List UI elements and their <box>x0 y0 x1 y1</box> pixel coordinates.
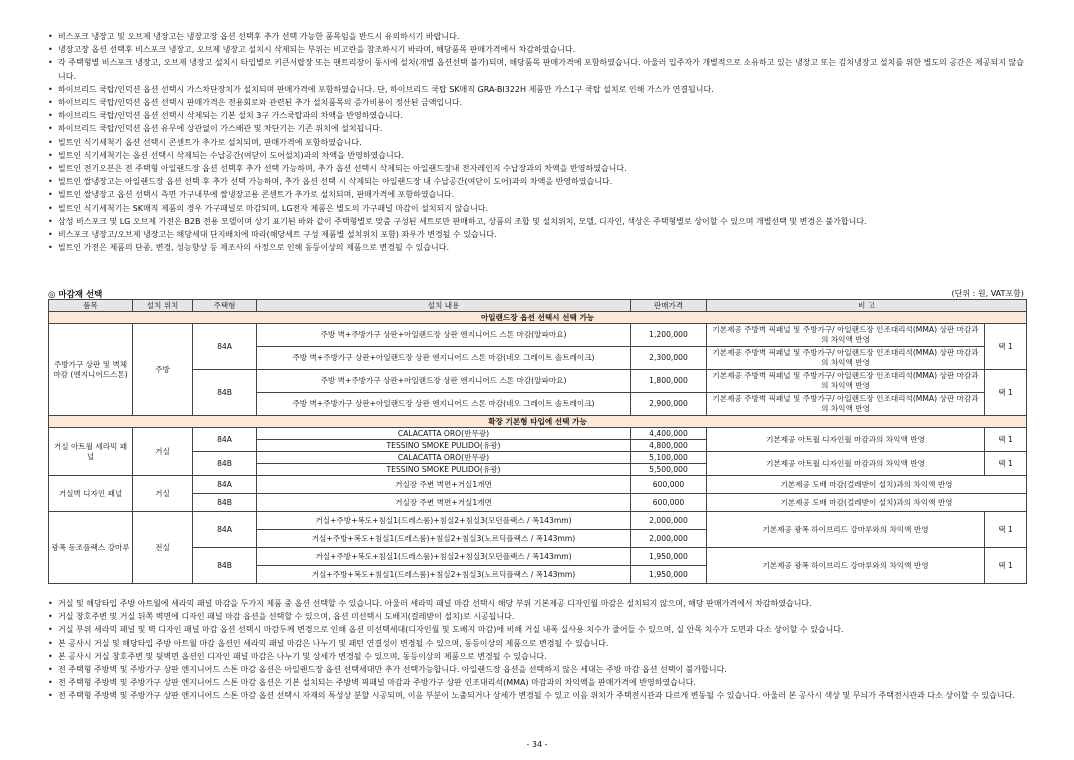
note-item: • 각 주택형별 비스포크 냉장고, 오브제 냉장고 설치시 타입별로 키큰서랍장 또는 팬트리장이 동시에 설치(개별 옵션선택 불가)되며, 해당품목 판매가격에 포함하였습니다. 아울러 입주자가 개별적으로 소유하고 있는 냉장고 또는 김치냉장고 설치를 위한 별도의 공간은 제공되지 않습니다. <box>48 56 1028 82</box>
note-item: • 거실 부위 세라믹 패널 및 벽 디자인 패널 마감 옵션 선택시 마감두께 변경으로 인해 옵션 미선택세대(디자인월 및 도배지 마감)에 비해 거실 내폭 실사용 치수가 줄어들 수 있으며, 실 안목 치수가 도면과 다소 상이할 수 있습니다. <box>48 623 1028 636</box>
price-cell: 1,800,000 <box>631 370 707 393</box>
note-item: • 하이브리드 쿡탑/인덕션 옵션 유무에 상관없이 가스배관 및 차단기는 기존 위치에 설치됩니다. <box>48 122 1028 135</box>
select-cell: 택 1 <box>985 370 1027 416</box>
note-item: • 빌트인 쌀냉장고는 아일랜드장 옵션 선택 후 추가 선택 가능하며, 추가 옵션 선택 시 삭제되는 아일랜드장 내 수납공간(여닫이 도어)과의 차액을 반영하였습니다. <box>48 175 1028 188</box>
price-cell: 1,950,000 <box>631 548 707 566</box>
table-row <box>49 512 1027 530</box>
note-item: • 빌트인 가전은 제품의 단종, 변경, 성능향상 등 제조사의 사정으로 인해 동등이상의 제품으로 변경될 수 있습니다. <box>48 241 1028 254</box>
note-cell: 기본제공 도배 마감(걸레받이 설치)과의 차익액 반영 <box>707 476 1027 494</box>
location-cell: 주방 <box>133 324 193 416</box>
note-cell: 기본제공 도배 마감(걸레받이 설치)과의 차익액 반영 <box>707 494 1027 512</box>
note-item: • 빌트인 쌀냉장고 옵션 선택시 측면 가구내부에 쌀냉장고용 콘센트가 추가로 설치되며, 판매가격에 포함하였습니다. <box>48 188 1028 201</box>
location-cell: 거실 <box>133 476 193 512</box>
content-cell: TESSINO SMOKE PULIDO(유광) <box>257 464 631 476</box>
options-table <box>48 299 1027 584</box>
type-cell: 84A <box>193 512 257 548</box>
content-cell: 거실장 주변 벽면+거실1개면 <box>257 494 631 512</box>
table-row <box>49 428 1027 440</box>
price-cell: 2,000,000 <box>631 530 707 548</box>
table-row <box>49 494 1027 512</box>
note-item: • 비스포크 냉장고 및 오브제 냉장고는 냉장고장 옵션 선택후 추가 선택 가능한 품목임을 반드시 유의하시기 바랍니다. <box>48 30 1028 43</box>
note-item: • 거실 창호주변 및 거실 뒤쪽 벽면에 디자인 패널 마감 옵션을 선택할 수 있으며, 옵션 미선택시 도배지(걸레받이 설치)로 시공됩니다. <box>48 610 1028 623</box>
item-cell: 거실벽 디자인 패널 <box>49 476 133 512</box>
location-cell: 전실 <box>133 512 193 584</box>
note-cell: 기본제공 아트월 디자인월 마감과의 차익액 반영 <box>707 452 985 476</box>
note-cell: 기본제공 주방벽 픽패널 및 주방가구/ 아일랜드장 인조대리석(MMA) 상판 마감과의 차익액 반영 <box>707 324 985 347</box>
location-cell: 거실 <box>133 428 193 476</box>
item-cell: 광폭 동조플랙스 강마루 <box>49 512 133 584</box>
type-cell: 84A <box>193 428 257 452</box>
content-cell: 주방 벽+주방가구 상판+아일랜드장 상판 엔지니어드 스톤 마감(네오 그레이트 솔트레이크) <box>257 393 631 416</box>
note-item: • 빌트인 식기세척기는 SK매직 제품의 경우 가구패널로 마감되며, LG전자 제품은 별도의 가구패널 마감이 설치되지 않습니다. <box>48 202 1028 215</box>
item-cell: 거실 아트월 세라믹 패널 <box>49 428 133 476</box>
price-cell: 2,300,000 <box>631 347 707 370</box>
price-cell: 600,000 <box>631 494 707 512</box>
note-cell: 기본제공 주방벽 픽패널 및 주방가구/ 아일랜드장 인조대리석(MMA) 상판 마감과의 차익액 반영 <box>707 393 985 416</box>
note-item: • 본 공사시 거실 창호주변 및 뒷벽면 옵션인 디자인 패널 마감은 나누기 및 상세가 변경될 수 있으며, 동등이상의 제품으로 변경될 수 있습니다. <box>48 650 1028 663</box>
note-item: • 전 주택형 주방벽 및 주방가구 상판 엔지니어드 스톤 마감 옵션은 기본 설치되는 주방벽 픽패널 마감과 주방가구 상판 인조대리석(MMA) 마감과의 차익액을 판매가격에 반영하였습니다. <box>48 676 1028 689</box>
content-cell: 주방 벽+주방가구 상판+아일랜드장 상판 엔지니어드 스톤 마감(알파마요) <box>257 370 631 393</box>
note-item: • 빌트인 식기세척기 옵션 선택시 콘센트가 추가로 설치되며, 판매가격에 포함하였습니다. <box>48 136 1028 149</box>
note-item: • 빌트인 전기오븐은 전 주택형 아일랜드장 옵션 선택후 추가 선택 가능하며, 추가 옵션 선택시 삭제되는 아일랜드장내 전자레인지 수납장과의 차액을 반영하였습니다. <box>48 162 1028 175</box>
band-row <box>49 416 1027 428</box>
header-item: 품목 <box>49 300 133 312</box>
price-cell: 1,950,000 <box>631 566 707 584</box>
type-cell: 84B <box>193 548 257 584</box>
content-cell: 주방 벽+주방가구 상판+아일랜드장 상판 엔지니어드 스톤 마감(네오 그레이트 솔트레이크) <box>257 347 631 370</box>
content-cell: 거실장 주변 벽면+거실1개면 <box>257 476 631 494</box>
header-price: 판매가격 <box>631 300 707 312</box>
content-cell: 거실+주방+복도+침실1(드레스룸)+침실2+침실3(노르딕플랙스 / 폭143mm) <box>257 530 631 548</box>
note-cell: 기본제공 광폭 하이브리드 강마루와의 차익액 반영 <box>707 512 985 548</box>
top-notes-list <box>48 30 1028 254</box>
note-item: • 거실 및 해당타입 주방 아트월에 세라믹 패널 마감을 두가지 제품 중 옵션 선택할 수 있습니다. 아울러 세라믹 패널 마감 선택시 해당 부위 기본제공 디자인월 마감은 설치되지 않으며, 해당 판매가격에서 차감하였습니다. <box>48 597 1028 610</box>
table-row <box>49 324 1027 347</box>
note-item: • 삼성 비스포크 및 LG 오브제 가전은 B2B 전용 모델이며 상기 표기된 바와 같이 주택형별로 맞춤 구성된 세트로만 판매하고, 상품의 조합 및 설치위치, 모델, 디자인, 색상은 주택형별로 상이할 수 있으며 개별선택 및 변경은 불가합니다. <box>48 215 1028 228</box>
page-number: - 34 - <box>526 740 548 749</box>
content-cell: TESSINO SMOKE PULIDO(유광) <box>257 440 631 452</box>
table-row <box>49 548 1027 566</box>
price-cell: 5,500,000 <box>631 464 707 476</box>
note-cell: 기본제공 아트월 디자인월 마감과의 차익액 반영 <box>707 428 985 452</box>
price-cell: 2,000,000 <box>631 512 707 530</box>
note-item: • 하이브리드 쿡탑/인덕션 옵션 선택시 삭제되는 기본 설치 3구 가스쿡탑과의 차액을 반영하였습니다. <box>48 109 1028 122</box>
note-item: • 본 공사시 거실 및 해당타입 주방 아트월 마감 옵션인 세라믹 패널 마감은 나누기 및 패턴 연결성이 변경될 수 있으며, 동등이상의 제품으로 변경될 수 있습니다. <box>48 637 1028 650</box>
note-item: • 빌트인 식기세척기는 옵션 선택시 삭제되는 수납공간(여닫이 도어설치)과의 차액을 반영하였습니다. <box>48 149 1028 162</box>
band-label: 확장 기본형 타입에 선택 가능 <box>49 416 1027 428</box>
table-row <box>49 476 1027 494</box>
content-cell: CALACATTA ORO(반무광) <box>257 452 631 464</box>
content-cell: 주방 벽+주방가구 상판+아일랜드장 상판 엔지니어드 스톤 마감(알파마요) <box>257 324 631 347</box>
note-item: • 전 주택형 주방벽 및 주방가구 상판 엔지니어드 스톤 마감 옵션 선택시 자재의 특성상 분할 시공되며, 이음 부분이 노출되거나 상세가 변경될 수 있고 이음 위치가 주택전시관과 다르게 변동될 수 있습니다. 아울러 본 공사시 색상 및 무늬가 주택전시관과 다소 상이할 수 있습니다. <box>48 689 1028 702</box>
price-cell: 2,900,000 <box>631 393 707 416</box>
note-cell: 기본제공 주방벽 픽패널 및 주방가구/ 아일랜드장 인조대리석(MMA) 상판 마감과의 차익액 반영 <box>707 370 985 393</box>
table-row <box>49 370 1027 393</box>
type-cell: 84A <box>193 476 257 494</box>
band-label: 아일랜드장 옵션 선택시 선택 가능 <box>49 312 1027 324</box>
section-title: ◎ 마감재 선택 <box>48 290 103 300</box>
content-cell: 거실+주방+복도+침실1(드레스룸)+침실2+침실3(모던플랙스 / 폭143mm) <box>257 512 631 530</box>
type-cell: 84B <box>193 370 257 416</box>
type-cell: 84B <box>193 452 257 476</box>
header-type: 주택형 <box>193 300 257 312</box>
note-item: • 비스포크 냉장고/오브제 냉장고는 해당세대 단지배치에 따라(해당세트 구성 제품별 설치위치 포함) 좌우가 변경될 수 있습니다. <box>48 228 1028 241</box>
content-cell: CALACATTA ORO(반무광) <box>257 428 631 440</box>
note-item: • 하이브리드 쿡탑/인덕션 옵션 선택시 판매가격은 전용회로와 관련된 추가 설치품목의 증가비용이 정산된 금액입니다. <box>48 96 1028 109</box>
price-cell: 1,200,000 <box>631 324 707 347</box>
header-content: 설치 내용 <box>257 300 631 312</box>
price-cell: 600,000 <box>631 476 707 494</box>
price-cell: 4,400,000 <box>631 428 707 440</box>
select-cell: 택 1 <box>985 548 1027 584</box>
table-row <box>49 452 1027 464</box>
note-item: • 하이브리드 쿡탑/인덕션 옵션 선택시 가스차단장치가 설치되며 판매가격에 포함하였습니다. 단, 하이브리드 쿡탑 SK매직 GRA-BI322H 제품만 가스1구 쿡탑 설치로 인해 가스가 연결됩니다. <box>48 83 1028 96</box>
price-cell: 5,100,000 <box>631 452 707 464</box>
select-cell: 택 1 <box>985 324 1027 370</box>
select-cell: 택 1 <box>985 428 1027 452</box>
band-row <box>49 312 1027 324</box>
content-cell: 거실+주방+복도+침실1(드레스룸)+침실2+침실3(모던플랙스 / 폭143mm) <box>257 548 631 566</box>
bottom-notes-list <box>48 597 1028 703</box>
price-cell: 4,800,000 <box>631 440 707 452</box>
type-cell: 84B <box>193 494 257 512</box>
note-cell: 기본제공 주방벽 픽패널 및 주방가구/ 아일랜드장 인조대리석(MMA) 상판 마감과의 차익액 반영 <box>707 347 985 370</box>
select-cell: 택 1 <box>985 452 1027 476</box>
content-cell: 거실+주방+복도+침실1(드레스룸)+침실2+침실3(노르딕플랙스 / 폭143mm) <box>257 566 631 584</box>
select-cell: 택 1 <box>985 512 1027 548</box>
type-cell: 84A <box>193 324 257 370</box>
note-item: • 전 주택형 주방벽 및 주방가구 상판 엔지니어드 스톤 마감 옵션은 아일랜드장 옵션 선택세대만 추가 선택가능합니다. 아일랜드장 옵션을 선택하지 않은 세대는 주방 마감 옵션 선택이 불가합니다. <box>48 663 1028 676</box>
item-cell: 주방가구 상판 및 벽체마감 (엔지니어드스톤) <box>49 324 133 416</box>
unit-label: (단위 : 원, VAT포함) <box>951 289 1024 298</box>
table-header-row <box>49 300 1027 312</box>
note-cell: 기본제공 광폭 하이브리드 강마루와의 차익액 반영 <box>707 548 985 584</box>
header-location: 설치 위치 <box>133 300 193 312</box>
note-item: • 냉장고장 옵션 선택후 비스포크 냉장고, 오브제 냉장고 설치시 삭제되는 부위는 비고란을 참조하시기 바라며, 해당품목 판매가격에서 차감하였습니다. <box>48 43 1028 56</box>
header-note: 비 고 <box>707 300 1027 312</box>
